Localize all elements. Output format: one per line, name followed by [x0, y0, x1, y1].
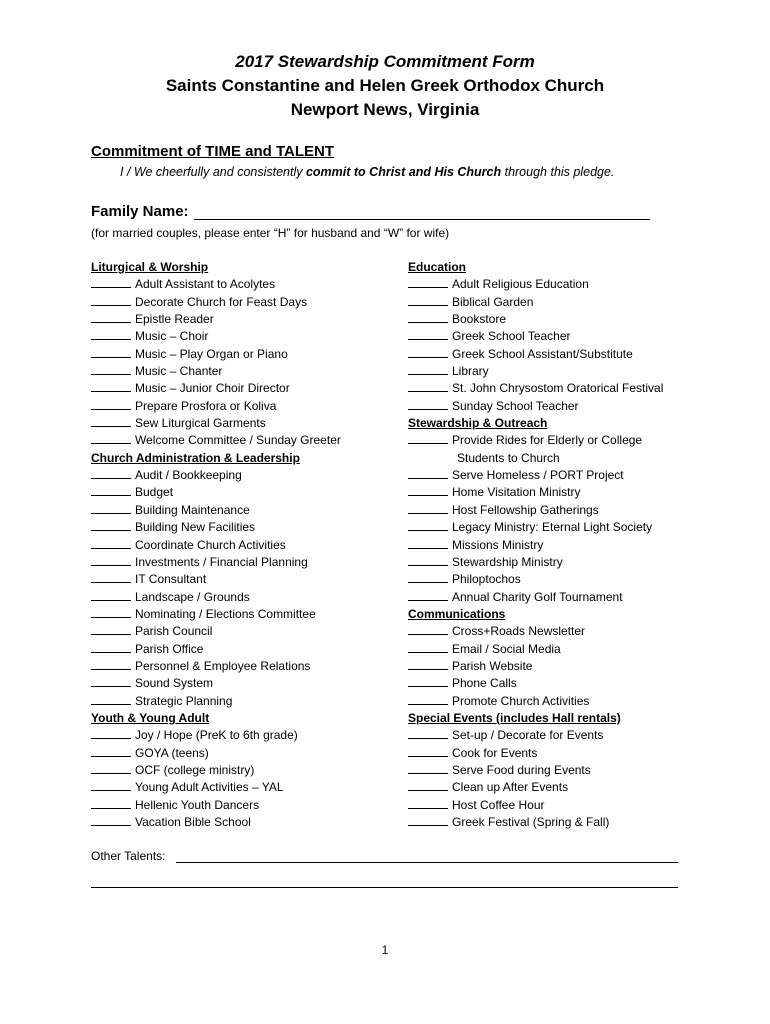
- other-talents-field[interactable]: [176, 862, 678, 863]
- item-label: Parish Website: [452, 658, 533, 673]
- item-label: Biblical Garden: [452, 294, 534, 309]
- item-label: Cook for Events: [452, 745, 538, 760]
- item-label: Home Visitation Ministry: [452, 485, 581, 500]
- right-column: [408, 259, 708, 831]
- list-item: [408, 589, 708, 606]
- list-item: [91, 779, 391, 796]
- list-item: [91, 658, 391, 675]
- item-label: Host Coffee Hour: [452, 797, 545, 812]
- list-item: [91, 432, 391, 449]
- church-name: Saints Constantine and Helen Greek Orthodox Church: [165, 76, 605, 95]
- list-item: [91, 346, 391, 363]
- family-name-field[interactable]: [194, 219, 650, 220]
- commitment-blank[interactable]: [408, 294, 448, 306]
- commitment-blank[interactable]: [91, 641, 131, 653]
- commitment-blank[interactable]: [91, 380, 131, 392]
- item-label: Legacy Ministry: Eternal Light Society: [452, 520, 653, 535]
- commitment-blank[interactable]: [91, 693, 131, 705]
- item-label: Vacation Bible School: [135, 815, 251, 829]
- item-label: Adult Assistant to Acolytes: [135, 277, 276, 292]
- commitment-blank[interactable]: [408, 346, 448, 358]
- commitment-blank[interactable]: [91, 571, 131, 583]
- item-label: Music – Choir: [135, 329, 209, 344]
- item-label: Welcome Committee / Sunday Greeter: [135, 433, 341, 448]
- list-item: [408, 346, 708, 363]
- pledge-suffix: through this pledge.: [501, 165, 615, 179]
- category-label: Special Events (includes Hall rentals): [408, 710, 621, 725]
- commitment-blank[interactable]: [91, 311, 131, 323]
- commitment-blank[interactable]: [91, 294, 131, 306]
- left-column: [91, 259, 391, 831]
- commitment-blank[interactable]: [408, 398, 448, 410]
- category-heading: [91, 710, 391, 727]
- item-label: Host Fellowship Gatherings: [452, 502, 599, 517]
- item-label: Joy / Hope (PreK to 6th grade): [135, 728, 298, 743]
- list-item: [91, 762, 391, 779]
- item-label: Decorate Church for Feast Days: [135, 294, 308, 309]
- list-item: [91, 380, 391, 397]
- commitment-blank[interactable]: [91, 675, 131, 687]
- category-heading: [408, 606, 708, 623]
- commitment-blank[interactable]: [91, 554, 131, 566]
- list-item: [408, 797, 708, 814]
- item-label: Building Maintenance: [135, 502, 250, 517]
- commitment-blank[interactable]: [91, 328, 131, 340]
- list-item: [91, 484, 391, 501]
- category-heading: [408, 415, 708, 432]
- list-item: [408, 623, 708, 640]
- list-item: [408, 779, 708, 796]
- list-item: [91, 641, 391, 658]
- list-item: [91, 415, 391, 432]
- list-item: [91, 398, 391, 415]
- commitment-blank[interactable]: [91, 502, 131, 514]
- item-label: Greek School Teacher: [452, 329, 571, 344]
- list-item: [91, 328, 391, 345]
- category-label: Education: [408, 260, 467, 274]
- commitment-blank[interactable]: [91, 415, 131, 427]
- other-talents-label: Other Talents:: [91, 849, 166, 863]
- list-item: [91, 571, 391, 588]
- list-item: [408, 398, 708, 415]
- commitment-blank[interactable]: [91, 363, 131, 375]
- form-title: 2017 Stewardship Commitment Form: [235, 52, 535, 71]
- list-item: [408, 467, 708, 484]
- item-label: Adult Religious Education: [452, 277, 589, 292]
- item-label: Phone Calls: [452, 676, 517, 691]
- list-item: [408, 432, 708, 449]
- item-label: Audit / Bookkeeping: [135, 468, 242, 483]
- item-label: Provide Rides for Elderly or College: [452, 433, 643, 448]
- commitment-blank[interactable]: [91, 658, 131, 670]
- family-name-label: Family Name:: [91, 203, 189, 220]
- list-item: [91, 537, 391, 554]
- pledge-text: [120, 165, 614, 179]
- commitment-blank[interactable]: [408, 571, 448, 583]
- list-item: [91, 693, 391, 710]
- item-label: Epistle Reader: [135, 312, 214, 327]
- commitment-heading: Commitment of TIME and TALENT: [91, 143, 335, 160]
- item-label: Greek Festival (Spring & Fall): [452, 815, 610, 829]
- item-label: OCF (college ministry): [135, 762, 255, 777]
- list-item: [408, 311, 708, 328]
- title-block: [0, 50, 770, 122]
- commitment-blank[interactable]: [408, 814, 448, 826]
- category-label: Liturgical & Worship: [91, 260, 209, 274]
- item-label: St. John Chrysostom Oratorical Festival: [452, 381, 664, 396]
- list-item: [91, 519, 391, 536]
- category-heading: [91, 259, 391, 276]
- list-item: [91, 589, 391, 606]
- list-item: [91, 727, 391, 744]
- item-label: Students to Church: [457, 450, 560, 465]
- commitment-blank[interactable]: [408, 641, 448, 653]
- category-heading: [408, 259, 708, 276]
- commitment-blank[interactable]: [408, 797, 448, 809]
- commitment-blank[interactable]: [408, 328, 448, 340]
- list-item: [408, 814, 708, 831]
- list-item: [408, 641, 708, 658]
- commitment-blank[interactable]: [408, 745, 448, 757]
- commitment-blank[interactable]: [408, 589, 448, 601]
- list-item: [408, 745, 708, 762]
- commitment-blank[interactable]: [408, 276, 448, 288]
- list-item: [91, 363, 391, 380]
- list-item: [408, 328, 708, 345]
- list-item: [408, 693, 708, 710]
- list-item: [91, 294, 391, 311]
- list-item: [408, 380, 708, 397]
- commitment-blank[interactable]: [408, 363, 448, 375]
- item-label: Greek School Assistant/Substitute: [452, 346, 633, 361]
- list-item: [408, 484, 708, 501]
- commitment-blank[interactable]: [91, 484, 131, 496]
- item-label: Personnel & Employee Relations: [135, 658, 311, 673]
- item-label: Parish Office: [135, 641, 204, 656]
- commitment-blank[interactable]: [91, 589, 131, 601]
- item-label: Hellenic Youth Dancers: [135, 797, 260, 812]
- list-item: [408, 762, 708, 779]
- commitment-blank[interactable]: [408, 727, 448, 739]
- commitment-blank[interactable]: [408, 623, 448, 635]
- commitment-blank[interactable]: [91, 467, 131, 479]
- item-label: Annual Charity Golf Tournament: [452, 589, 623, 604]
- commitment-blank[interactable]: [408, 779, 448, 791]
- item-label: Music – Junior Choir Director: [135, 381, 290, 396]
- item-label: Budget: [135, 485, 174, 500]
- commitment-blank[interactable]: [91, 745, 131, 757]
- item-label: IT Consultant: [135, 572, 207, 587]
- commitment-blank[interactable]: [408, 675, 448, 687]
- church-location: Newport News, Virginia: [290, 100, 480, 119]
- item-label: Landscape / Grounds: [135, 589, 250, 604]
- list-item: [408, 294, 708, 311]
- commitment-blank[interactable]: [91, 814, 131, 826]
- commitment-blank[interactable]: [408, 380, 448, 392]
- item-label: Missions Ministry: [452, 537, 544, 552]
- category-label: Stewardship & Outreach: [408, 416, 548, 431]
- commitment-blank[interactable]: [408, 762, 448, 774]
- item-label: Sew Liturgical Garments: [135, 416, 266, 431]
- pledge-prefix: I / We cheerfully and consistently: [120, 165, 306, 179]
- list-item: [91, 554, 391, 571]
- list-item: [408, 519, 708, 536]
- list-item: [408, 554, 708, 571]
- item-label: Sound System: [135, 676, 214, 691]
- item-label: Music – Play Organ or Piano: [135, 346, 288, 361]
- category-label: Youth & Young Adult: [91, 710, 210, 725]
- commitment-blank[interactable]: [91, 276, 131, 288]
- item-label: Building New Facilities: [135, 520, 256, 535]
- item-label: Clean up After Events: [452, 780, 569, 795]
- commitment-blank[interactable]: [91, 346, 131, 358]
- item-label: Library: [452, 364, 489, 379]
- list-item-continuation: [408, 450, 708, 467]
- commitment-blank[interactable]: [91, 398, 131, 410]
- commitment-blank[interactable]: [408, 432, 448, 444]
- commitment-blank[interactable]: [408, 311, 448, 323]
- commitment-blank[interactable]: [408, 467, 448, 479]
- category-label: Church Administration & Leadership: [91, 450, 300, 465]
- list-item: [408, 537, 708, 554]
- commitment-blank[interactable]: [408, 537, 448, 549]
- commitment-blank[interactable]: [91, 432, 131, 444]
- commitment-blank[interactable]: [91, 727, 131, 739]
- commitment-blank[interactable]: [91, 537, 131, 549]
- commitment-blank[interactable]: [408, 502, 448, 514]
- item-label: Serve Food during Events: [452, 762, 591, 777]
- list-item: [91, 623, 391, 640]
- commitment-blank[interactable]: [91, 762, 131, 774]
- item-label: Investments / Financial Planning: [135, 554, 308, 569]
- category-label: Communications: [408, 606, 506, 621]
- commitment-blank[interactable]: [408, 519, 448, 531]
- pledge-emphasis: commit to Christ and His Church: [305, 165, 502, 179]
- item-label: Stewardship Ministry: [452, 554, 563, 569]
- list-item: [91, 814, 391, 831]
- item-label: Email / Social Media: [452, 641, 561, 656]
- category-heading: [408, 710, 708, 727]
- item-label: Coordinate Church Activities: [135, 537, 286, 552]
- item-label: Young Adult Activities – YAL: [135, 780, 284, 795]
- item-label: Promote Church Activities: [452, 693, 590, 708]
- list-item: [408, 502, 708, 519]
- list-item: [91, 276, 391, 293]
- list-item: [408, 571, 708, 588]
- item-label: Prepare Prosfora or Koliva: [135, 398, 277, 413]
- commitment-blank[interactable]: [91, 606, 131, 618]
- item-label: Sunday School Teacher: [452, 398, 579, 413]
- commitment-blank[interactable]: [408, 658, 448, 670]
- commitment-blank[interactable]: [91, 779, 131, 791]
- category-heading: [91, 450, 391, 467]
- item-label: Parish Council: [135, 624, 213, 639]
- item-label: Cross+Roads Newsletter: [452, 624, 586, 639]
- commitment-blank[interactable]: [408, 693, 448, 705]
- list-item: [91, 675, 391, 692]
- item-label: GOYA (teens): [135, 745, 209, 760]
- item-label: Philoptochos: [452, 572, 521, 587]
- family-name-note: (for married couples, please enter “H” for husband and “W” for wife): [91, 226, 450, 240]
- list-item: [91, 311, 391, 328]
- list-item: [91, 502, 391, 519]
- list-item: [91, 745, 391, 762]
- other-talents-field-line2[interactable]: [91, 887, 678, 888]
- item-label: Serve Homeless / PORT Project: [452, 468, 624, 483]
- page-number: 1: [381, 943, 389, 957]
- item-label: Strategic Planning: [135, 693, 233, 708]
- item-label: Nominating / Elections Committee: [135, 606, 316, 621]
- list-item: [408, 276, 708, 293]
- item-label: Bookstore: [452, 312, 507, 327]
- list-item: [91, 467, 391, 484]
- list-item: [91, 797, 391, 814]
- commitment-blank[interactable]: [408, 484, 448, 496]
- item-label: Music – Chanter: [135, 364, 223, 379]
- list-item: [408, 727, 708, 744]
- commitment-blank[interactable]: [91, 623, 131, 635]
- list-item: [408, 363, 708, 380]
- item-label: Set-up / Decorate for Events: [452, 728, 604, 743]
- commitment-blank[interactable]: [91, 797, 131, 809]
- list-item: [91, 606, 391, 623]
- list-item: [408, 658, 708, 675]
- commitment-blank[interactable]: [408, 554, 448, 566]
- list-item: [408, 675, 708, 692]
- commitment-blank[interactable]: [91, 519, 131, 531]
